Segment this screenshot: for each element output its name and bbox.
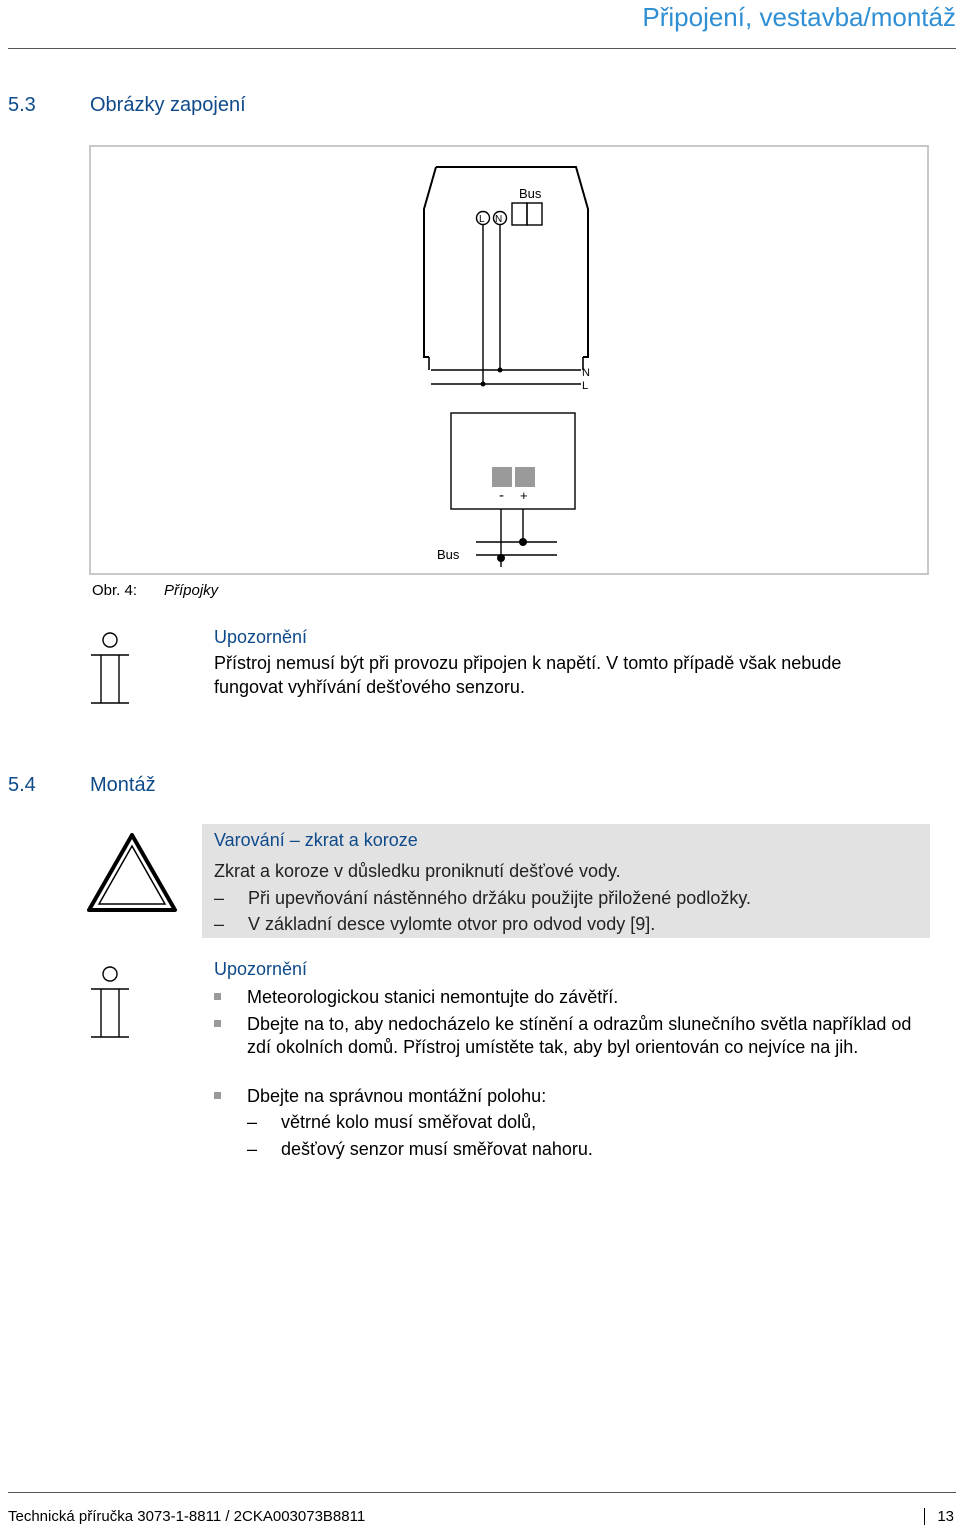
section-number: 5.4 (8, 774, 36, 796)
sub-list-item: – dešťový senzor musí směřovat nahoru. (247, 1139, 593, 1159)
page-number: 13 (924, 1508, 954, 1525)
section-5-3-heading (8, 94, 246, 117)
wiring-diagram (91, 147, 931, 577)
wiring-diagram-figure (89, 145, 929, 575)
info-icon (90, 630, 130, 706)
footer-divider (8, 1492, 956, 1493)
section-number: 5.3 (8, 94, 36, 116)
warning-item: – Při upevňování nástěnného držáku použijte přiložené podložky. (214, 888, 751, 908)
terminal-l-label: L (479, 214, 485, 225)
page-header-title: Připojení, vestavba/montáž (642, 2, 956, 32)
figure-caption (92, 582, 218, 599)
bullet-marker (214, 1020, 221, 1027)
footer-text: Technická příručka 3073-1-8811 / 2CKA003073B8811 (8, 1508, 366, 1525)
warning-triangle-icon (86, 832, 178, 914)
bullet-marker (214, 1092, 221, 1099)
list-item: Meteorologickou stanici nemontujte do závětří. (214, 986, 914, 1009)
section-title: Obrázky zapojení (90, 94, 246, 116)
note-1-text: Přístroj nemusí být při provozu připojen k napětí. V tomto případě však nebude fungovat vyhřívání dešťového senzoru. (214, 653, 842, 697)
sub-list-item: – větrné kolo musí směřovat dolů, (247, 1112, 537, 1132)
warning-title: Varování – zkrat a koroze (214, 830, 418, 850)
note-1 (214, 625, 914, 699)
minus-label: - (499, 487, 504, 504)
rail-n-label: N (582, 367, 590, 379)
figure-number: Obr. 4: (92, 582, 138, 599)
warning-item: – V základní desce vylomte otvor pro odvod vody [9]. (214, 914, 656, 934)
bullet-marker (214, 993, 221, 1000)
note-2-title: Upozornění (214, 959, 308, 979)
list-item: Dbejte na to, aby nedocházelo ke stínění a odrazům slunečního světla například od zdí okolních domů. Přístroj umístěte tak, aby byl orientován co nejvíce na jih. (214, 1013, 914, 1059)
figure-caption-text: Přípojky (164, 582, 219, 599)
list-item: Dbejte na správnou montážní polohu: (214, 1085, 914, 1108)
rail-l-label: L (582, 380, 589, 392)
info-icon (90, 964, 130, 1040)
header-divider (8, 48, 956, 49)
section-title: Montáž (90, 774, 156, 796)
section-5-4-heading (8, 774, 156, 797)
plus-label: + (520, 488, 528, 503)
bus-label-top: Bus (519, 186, 542, 201)
bus-label-bottom: Bus (437, 547, 460, 562)
bus-terminal-minus (492, 467, 512, 487)
terminal-n-label: N (495, 214, 503, 225)
bus-terminal-plus (515, 467, 535, 487)
note-1-title: Upozornění (214, 627, 308, 647)
warning-line: Zkrat a koroze v důsledku proniknutí dešťové vody. (214, 861, 621, 881)
